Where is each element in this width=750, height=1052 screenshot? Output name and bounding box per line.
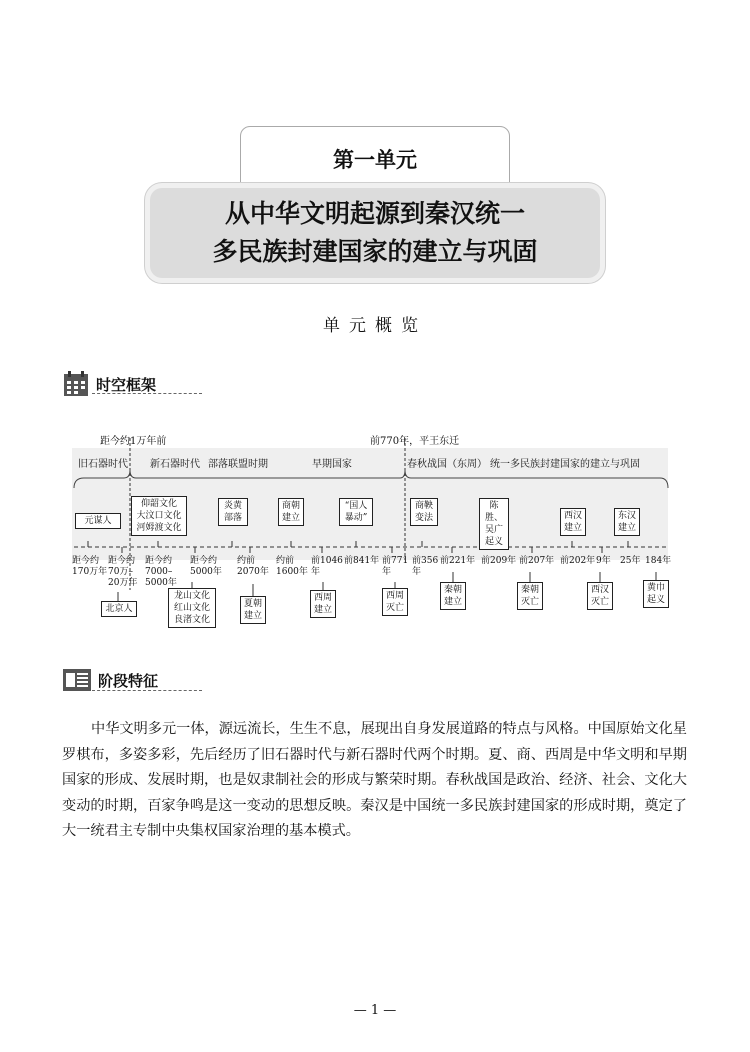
event-box: 商朝 建立 [278,498,304,526]
mark-10000-years: 距今约1万年前 [100,436,167,447]
date-label: 距今约 5000年 [190,556,222,577]
event-box: 龙山文化 红山文化 良渚文化 [168,588,216,628]
period-spring-autumn: 春秋战国（东周） [407,459,487,470]
event-box: 北京人 [101,601,137,617]
date-label: 距今约 170万年 [72,556,108,577]
period-early-states: 早期国家 [312,459,352,470]
date-label: 25年 [620,556,641,566]
date-label: 前202年 [560,556,596,566]
event-box: 东汉 建立 [614,508,640,536]
date-label: 前356 年 [412,556,439,577]
date-label: 距今约 70万– 20万年 [108,556,138,588]
event-box: 秦朝 灭亡 [517,582,543,610]
date-label: 前209年 [481,556,517,566]
mark-770bc: 前770年，平王东迁 [370,436,460,447]
date-label: 约前 2070年 [237,556,269,577]
period-paleolithic: 旧石器时代 [78,459,128,470]
unit-label: 第一单元 [240,126,510,192]
stage-section-header [62,667,158,693]
period-neolithic: 新石器时代 [150,459,200,470]
date-label: 9年 [596,556,611,566]
date-label: 前221年 [440,556,476,566]
event-box: 西周 建立 [310,590,336,618]
event-box: 西汉 灭亡 [587,582,613,610]
event-box: 商鞅 变法 [410,498,438,526]
timeline-section-title: 时空框架 [96,375,157,394]
newspaper-icon [62,667,92,693]
event-box: 西汉 建立 [560,508,586,536]
event-box: “国人 暴动” [339,498,373,526]
event-box: 元谋人 [75,513,121,529]
event-box: 陈胜、 吴广 起义 [479,498,509,550]
page-number: — 1 — [353,1003,397,1018]
period-tribal-alliance: 部落联盟时期 [208,459,268,470]
stage-paragraph: 中华文明多元一体，源远流长，生生不息，展现出自身发展道路的特点与风格。中国原始文化星罗棋布，多姿多彩，先后经历了旧石器时代与新石器时代两个时期。夏、商、西周是中华文明和早期国家的形成、发展时期，也是奴隶制社会的形成与繁荣时期。春秋战国是政治、经济、社会、文化大变动的时期，百家争鸣是这一变动的思想反映。秦汉是中国统一多民族封建国家的形成时期，奠定了大一统君主专制中央集权国家治理的基本模式。 [62,721,687,839]
date-label: 前1046 年 [311,556,343,577]
date-label: 前841年 [344,556,380,566]
date-label: 约前 1600年 [276,556,308,577]
event-box: 西周 灭亡 [382,588,408,616]
period-unification: 统一多民族封建国家的建立与巩固 [490,459,640,470]
event-box: 秦朝 建立 [440,582,466,610]
date-label: 前771 年 [382,556,409,577]
title-line-1: 从中华文明起源到秦汉统一 [224,199,525,228]
overview-heading: 单元概览 [323,316,427,336]
title-line-2: 多民族封建国家的建立与巩固 [212,237,538,266]
date-label: 距今约 7000– 5000年 [145,556,177,588]
event-box: 仰韶文化 大汶口文化 河姆渡文化 [131,496,187,536]
event-box: 夏朝 建立 [240,596,266,624]
event-box: 黄巾 起义 [643,580,669,608]
stage-section-title: 阶段特征 [98,671,159,690]
date-label: 前207年 [519,556,555,566]
date-label: 184年 [645,556,672,566]
event-box: 炎黄 部落 [218,498,248,526]
